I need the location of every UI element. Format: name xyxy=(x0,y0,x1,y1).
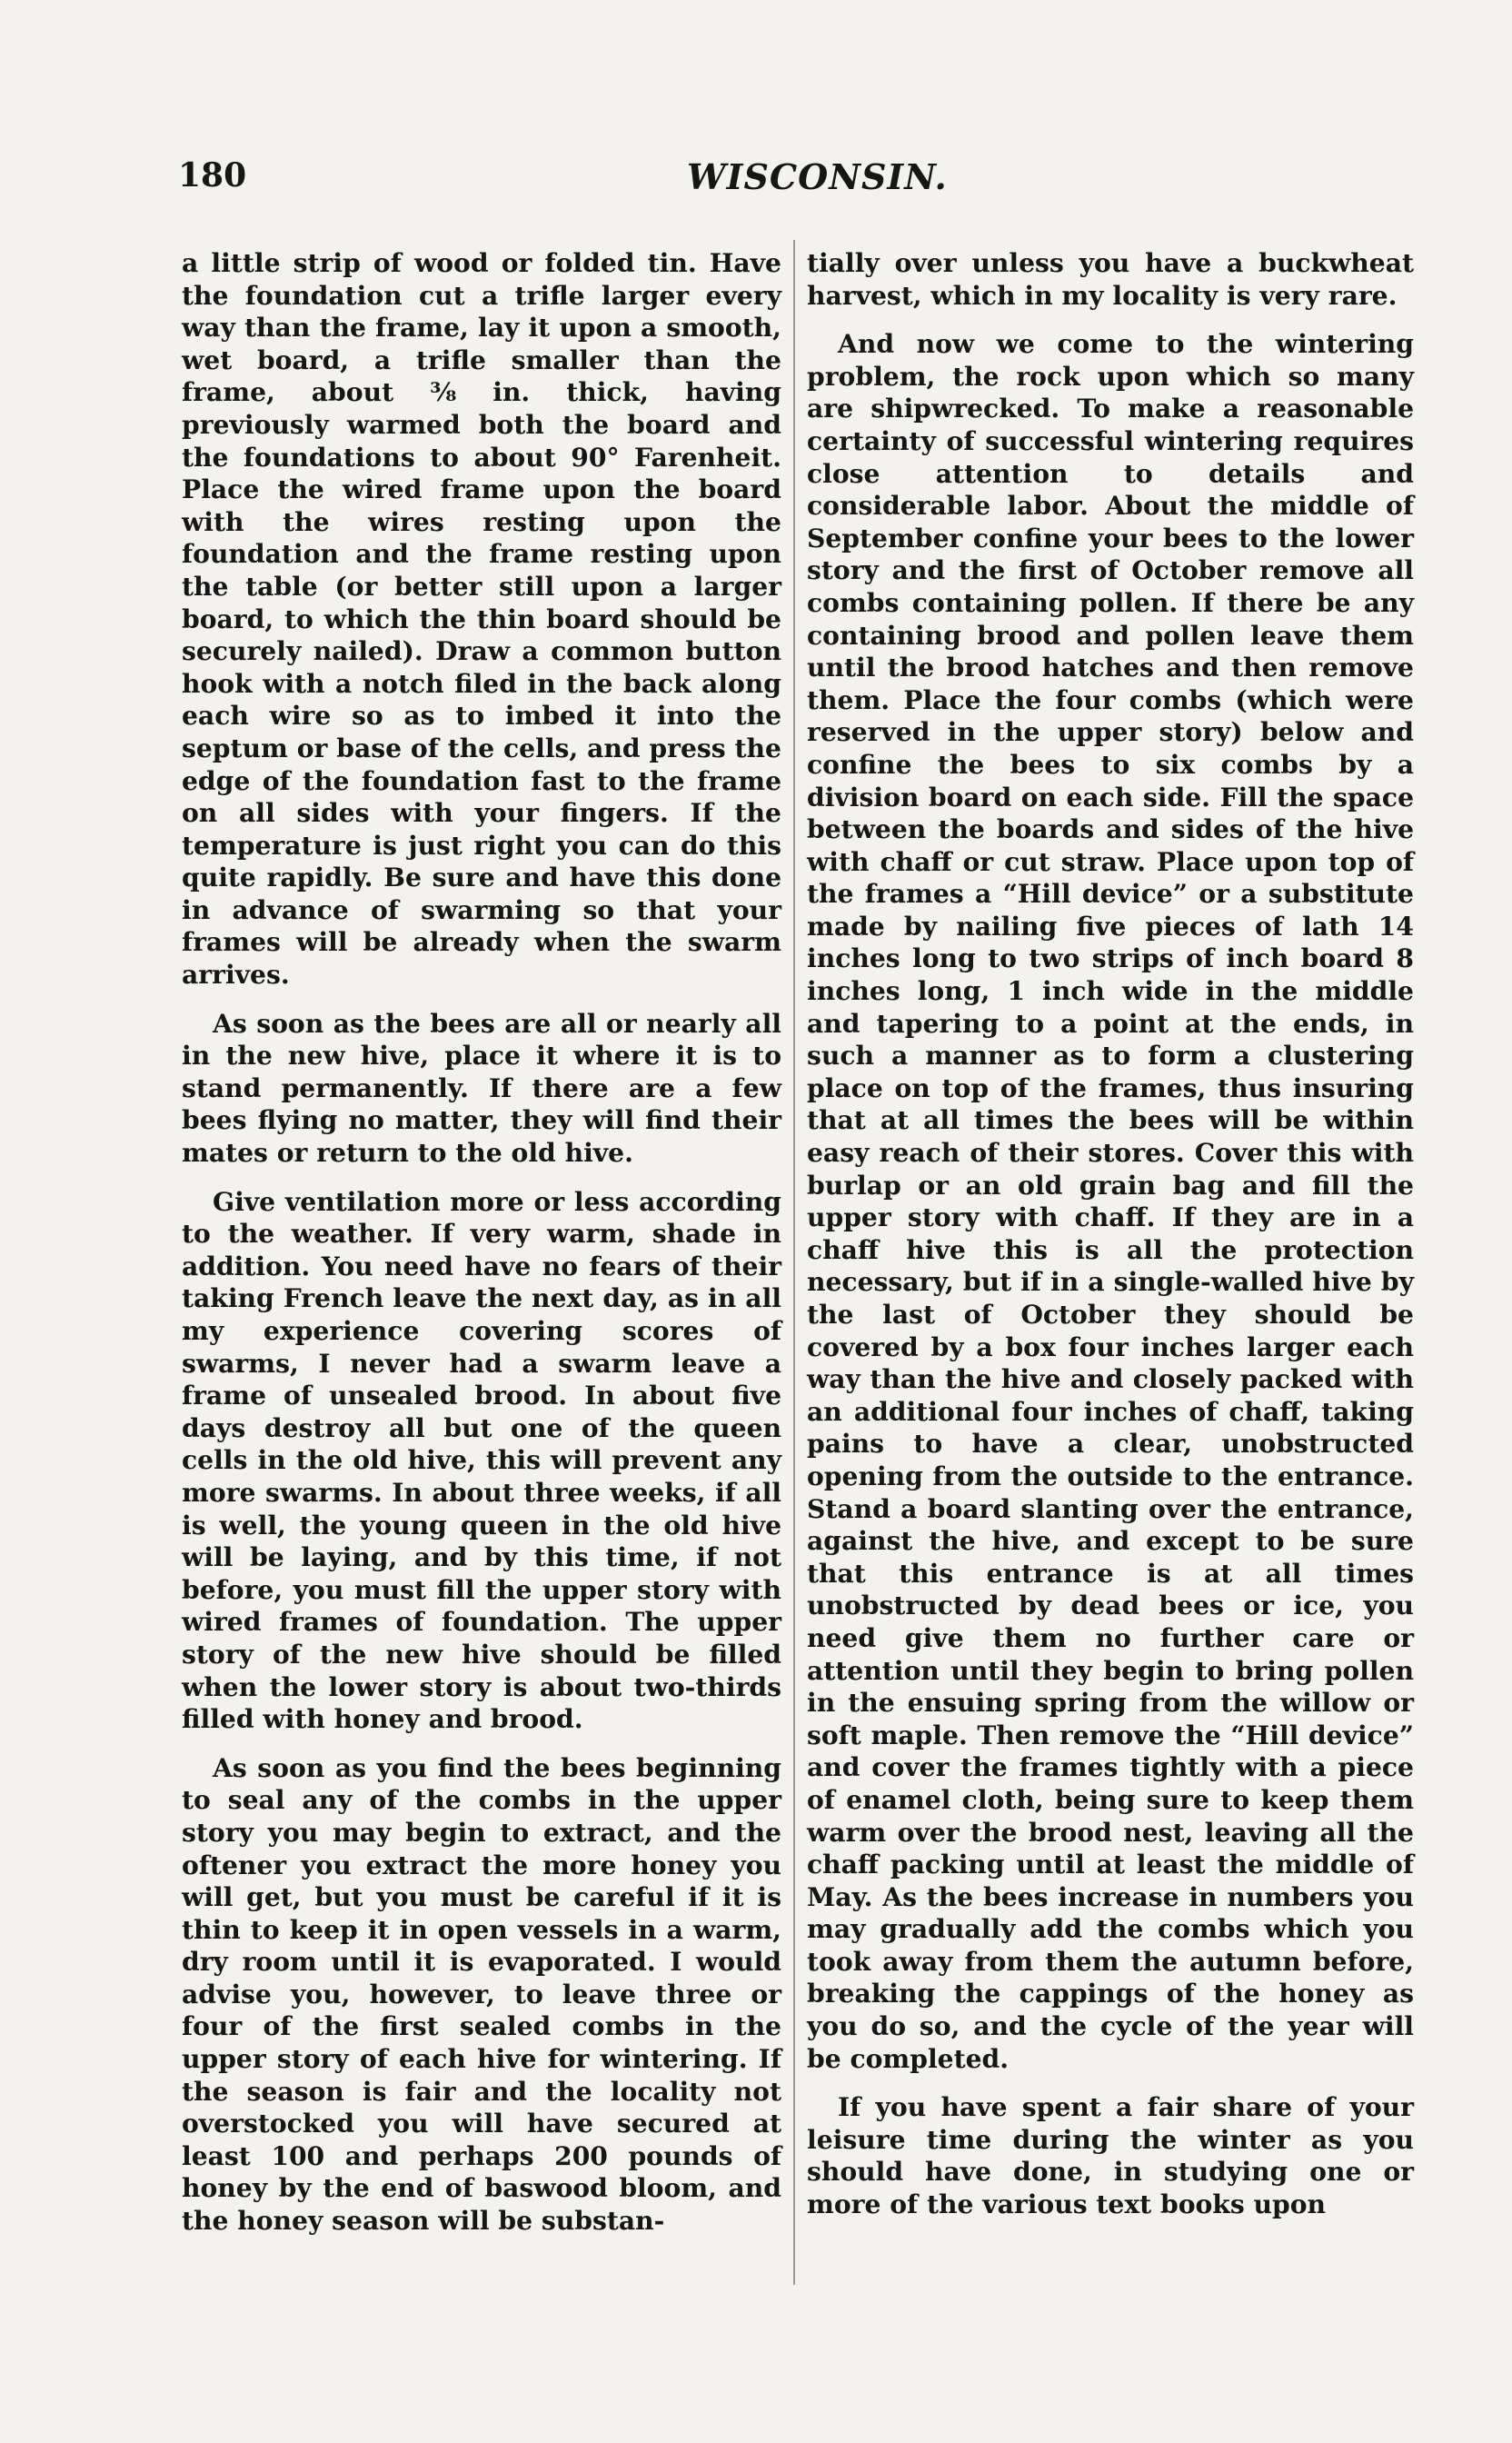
running-title: WISCONSIN. xyxy=(687,156,948,197)
page-header xyxy=(178,156,1414,211)
right-column xyxy=(807,247,1414,2238)
page-number: 180 xyxy=(178,156,247,194)
paragraph: As soon as you find the bees beginning to seal any of the combs in the upper story you may begin to extract, and the oftener you extract the more honey you will get, but you must be careful if it is thin to keep it in open vessels in a warm, dry room until it is evaporated. I would advise you, however, to leave three or four of the first sealed combs in the upper story of each hive for wintering. If the season is fair and the locality not overstocked you will have secured at least 100 and perhaps 200 pounds of honey by the end of baswood bloom, and the honey season will be substan- xyxy=(182,1752,781,2237)
paragraph: tially over unless you have a buckwheat harvest, which in my locality is very rare. xyxy=(807,248,1414,311)
paragraph: Give ventilation more or less according to the weather. If very warm, shade in addition. You need have no fears of their taking French leave the next day, as in all my experience covering scores of swarms, I never had a swarm leave a frame of unsealed brood. In about five days destroy all but one of the queen cells in the old hive, this will prevent any more swarms. In about three weeks, if all is well, the young queen in the old hive will be laying, and by this time, if not before, you must fill the upper story with wired frames of foundation. The upper story of the new hive should be filled when the lower story is about two-thirds filled with honey and brood. xyxy=(182,1186,781,1735)
paragraph: If you have spent a fair share of your leisure time during the winter as you should have done, in studying one or more of the various text books upon xyxy=(807,2092,1414,2220)
paragraph: As soon as the bees are all or nearly all in the new hive, place it where it is to stand permanently. If there are a few bees flying no matter, they will find their mates or return to the old hive. xyxy=(182,1008,781,1169)
left-column xyxy=(182,247,781,2254)
paragraph: a little strip of wood or folded tin. Have the foundation cut a trifle larger every way than the frame, lay it upon a smooth, wet board, a trifle smaller than the frame, about ⅜ in. thick, having previously warmed both the board and the foundations to about 90° Farenheit. Place the wired frame upon the board with the wires resting upon the foundation and the frame resting upon the table (or better still upon a larger board, to which the thin board should be securely nailed). Draw a common button hook with a notch filed in the back along each wire so as to imbed it into the septum or base of the cells, and press the edge of the foundation fast to the frame on all sides with your fingers. If the temperature is just right you can do this quite rapidly. Be sure and have this done in advance of swarming so that your frames will be already when the swarm arrives. xyxy=(182,248,781,991)
column-divider xyxy=(793,240,795,2285)
paragraph: And now we come to the wintering problem, the rock upon which so many are shipwrecked. To make a reasonable certainty of successful wintering requires close attention to details and considerable labor. About the middle of September confine your bees to the lower story and the first of October remove all combs containing pollen. If there be any containing brood and pollen leave them until the brood hatches and then remove them. Place the four combs (which were reserved in the upper story) below and confine the bees to six combs by a division board on each side. Fill the space between the boards and sides of the hive with chaff or cut straw. Place upon top of the frames a “Hill device” or a substitute made by nailing five pieces of lath 14 inches long to two strips of inch board 8 inches long, 1 inch wide in the middle and tapering to a point at the ends, in such a manner as to form a clustering place on top of the frames, thus insuring that at all times the bees will be within easy reach of their stores. Cover this with burlap or an old grain bag and fill the upper story with chaff. If they are in a chaff hive this is all the protection necessary, but if in a single-walled hive by the last of October they should be covered by a box four inches larger each way than the hive and closely packed with an additional four inches of chaff, taking pains to have a clear, unobstructed opening from the outside to the entrance. Stand a board slanting over the entrance, against the hive, and except to be sure that this entrance is at all times unobstructed by dead bees or ice, you need give them no further care or attention until they begin to bring pollen in the ensuing spring from the willow or soft maple. Then remove the “Hill device” and cover the frames tightly with a piece of enamel cloth, being sure to keep them warm over the brood nest, leaving all the chaff packing until at least the middle of May. As the bees increase in numbers you may gradually add the combs which you took away from them the autumn before, breaking the cappings of the honey as you do so, and the cycle of the year will be completed. xyxy=(807,329,1414,2074)
